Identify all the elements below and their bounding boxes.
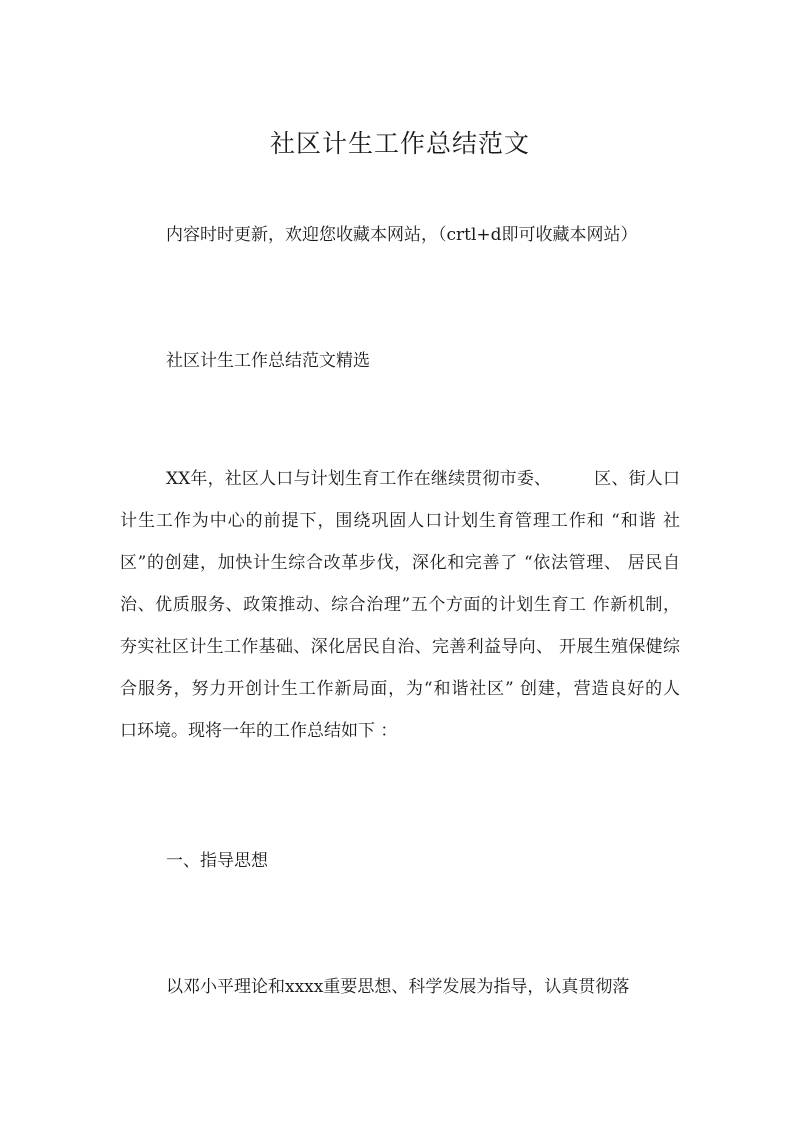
paragraph-line: 治、优质服务、政策推动、综合治理”五个方面的计划生育工 作新机制， xyxy=(120,595,680,615)
section-heading: 一、指导思想 xyxy=(166,851,268,871)
paragraph-line: 口环境。现将一年的工作总结如下 ： xyxy=(120,721,398,741)
paragraph-line: 夯实社区计生工作基础、深化居民自治、完善利益导向、 开展生殖保健综 xyxy=(120,637,680,657)
document-title: 社区计生工作总结范文 xyxy=(269,129,530,158)
bookmark-notice: 内容时时更新，欢迎您收藏本网站，（crtl+d即可收藏本网站） xyxy=(166,225,638,245)
document-subtitle: 社区计生工作总结范文精选 xyxy=(166,351,370,371)
intro-paragraph xyxy=(120,466,680,760)
paragraph-line: XX年，社区人口与计划生育工作在继续贯彻市委、 区、街人口 xyxy=(166,469,680,489)
paragraph-line: 区”的创建，加快计生综合改革步伐，深化和完善了 “依法管理、 居民自 xyxy=(120,553,680,573)
section-text: 以邓小平理论和xxxx重要思想、科学发展为指导，认真贯彻落 xyxy=(166,977,630,997)
paragraph-line: 合服务，努力开创计生工作新局面，为“和谐社区” 创建，营造良好的人 xyxy=(120,679,680,699)
paragraph-line: 计生工作为中心的前提下，围绕巩固人口计划生育管理工作和 “和谐 社 xyxy=(120,511,680,531)
